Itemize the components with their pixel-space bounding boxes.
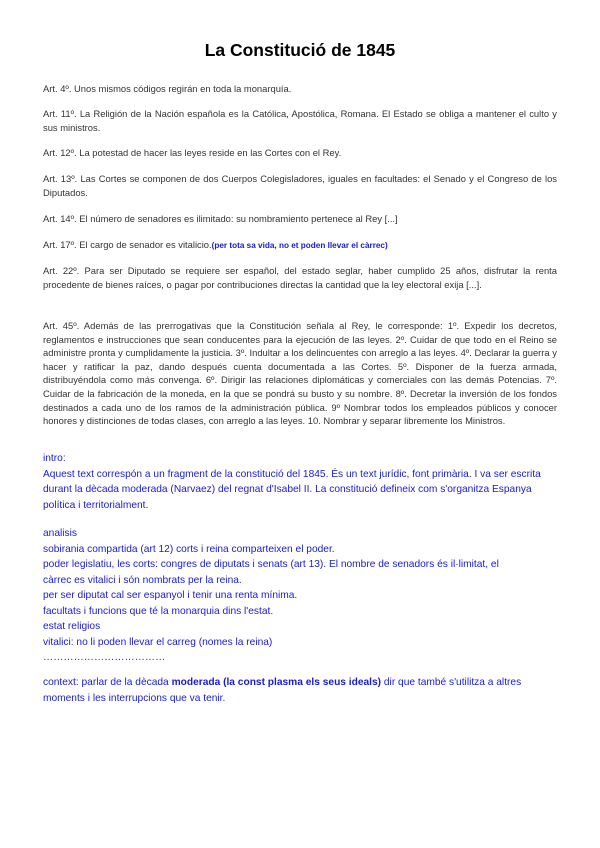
context-section [43,675,563,706]
article-45: Art. 45º. Además de las prerrogativas que la Constitución señala al Rey, le corresponde: 1º. Expedir los decretos, reglamentos e instrucciones que sean conducentes para la ejecución de las leyes. 2º. Cuidar de que todo en el Reino se administre pronta y cumplidamente la justicia. 3º. Indultar a los delincuentes con arreglo a las leyes. 4º. Declarar la guerra y hacer y ratificar la paz, dando después cuenta documentada a las Cortes. 5º. Disponer de la fuerza armada, distribuyéndola como más convenga. 6º. Dirigir las relaciones diplomáticas y comerciales con las demás Potencias. 7º. Cuidar de la fabricación de la moneda, en la que se pondrá su busto y su nombre. 8º. Decretar la inversión de los fondos destinados a cada uno de los ramos de la administración pública. 9º Nombrar todos los empleados públicos y conocer honores y distinciones de todas clases, con arreglo a las leyes. 10. Nombrar y separar libremente los Ministros. [43,320,557,427]
article-11: Art. 11º. La Religión de la Nación española es la Católica, Apostólica, Romana. El Estado se obliga a mantener el culto y sus ministros. [43,108,557,133]
analysis-line: ……………………………… [43,652,166,663]
analysis-line: sobirania compartida (art 12) corts i reina comparteixen el poder. [43,543,335,555]
context-text [43,675,563,706]
analysis-line: estat religios [43,621,101,632]
intro-heading: intro: [43,453,66,464]
article-17-note: (per tota sa vida, no et poden llevar el càrrec) [211,241,388,250]
context-prefix: context: parlar de la dècada [43,677,172,688]
article-4: Art. 4º. Unos mismos códigos regirán en toda la monarquía. [43,83,292,94]
page-title: La Constitució de 1845 [204,40,396,60]
intro-text: Aquest text correspón a un fragment de la constitució del 1845. És un text jurídic, font primària. I va ser escrita durant la dècada moderada (Narvaez) del regnat d'Isabel II. La constitució defineix com s'organitza Espanya política i territorialment. [43,468,541,511]
intro-section [43,451,563,513]
analysis-line: facultats i funcions que té la monarquia dins l'estat. [43,605,274,617]
analysis-section [43,526,563,666]
analysis-line: per ser diputat cal ser espanyol i tenir una renta mínima. [43,590,298,601]
analysis-heading: analisis [43,528,77,539]
article-12: Art. 12º. La potestad de hacer las leyes reside en las Cortes con el Rey. [43,147,342,158]
article-17 [43,238,557,253]
article-22: Art. 22º. Para ser Diputado se requiere ser español, del estado seglar, haber cumplido 25 años, disfrutar la renta procedente de bienes raíces, o pagar por contribuciones directas la cantidad que la ley electoral exija [...]. [43,265,557,290]
article-17-text: Art. 17º. El cargo de senador es vitalicio. [43,239,212,250]
context-bold: moderada (la const plasma els seus ideals) [171,677,382,688]
analysis-line: poder legislatiu, les corts: congres de diputats i senats (art 13). El nombre de senadors és il·limitat, el [43,559,499,570]
analysis-line: càrrec es vitalici i són nombrats per la reina. [43,574,242,586]
analysis-line: vitalici: no li poden llevar el carreg (nomes la reina) [43,636,273,648]
context-suffix: dir que també s'utilitza a altres moments i les interrupcions que va tenir. [43,677,522,704]
article-13: Art. 13º. Las Cortes se componen de dos Cuerpos Colegisladores, iguales en facultades: el Senado y el Congreso de los Diputados. [43,173,557,198]
article-14: Art. 14º. El número de senadores es ilimitado: su nombramiento pertenece al Rey [...] [43,213,398,224]
